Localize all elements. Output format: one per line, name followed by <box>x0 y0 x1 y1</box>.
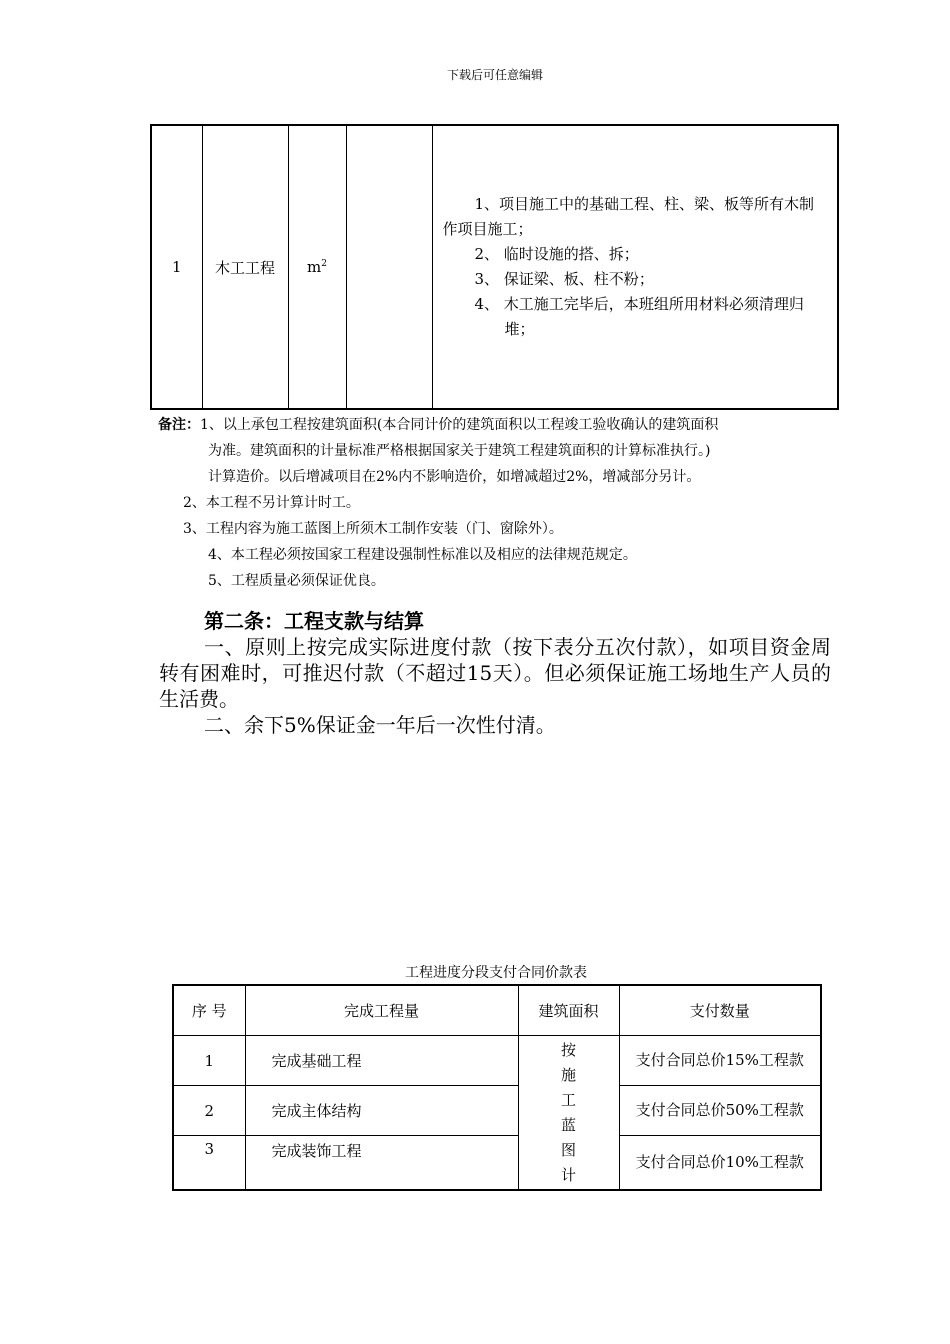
row-seq: 2 <box>173 1086 245 1136</box>
area-char: 施 <box>560 1066 576 1084</box>
row-amount: 支付合同总价50%工程款 <box>619 1086 821 1136</box>
table-row <box>151 125 838 409</box>
area-char: 按 <box>560 1041 576 1059</box>
article-para-2: 二、余下5%保证金一年后一次性付清。 <box>204 713 556 737</box>
header-seq: 序 号 <box>173 985 245 1036</box>
remark-1-text: 1、以上承包工程按建筑面积(本合同计价的建筑面积以工程竣工验收确认的建筑面积 <box>200 417 719 433</box>
header-note: 下载后可任意编辑 <box>446 68 543 82</box>
row-work: 完成装饰工程 <box>245 1136 518 1191</box>
table-header-row <box>173 985 821 1036</box>
row-amount: 支付合同总价10%工程款 <box>619 1136 821 1191</box>
header-area: 建筑面积 <box>518 985 619 1036</box>
remark-5: 5、工程质量必须保证优良。 <box>208 573 385 589</box>
article-2 <box>159 608 831 738</box>
table-row <box>173 1086 821 1136</box>
unit-base: m <box>307 258 322 276</box>
article-para-1: 一、原则上按完成实际进度付款（按下表分五次付款），如项目资金周转有困难时，可推迟付款（不超过15天）。但必须保证施工场地生产人员的生活费。 <box>159 635 831 711</box>
row-seq: 3 <box>173 1136 245 1191</box>
row-seq: 1 <box>173 1036 245 1086</box>
scope-item-1: 1、项目施工中的基础工程、柱、梁、板等所有木制作项目施工； <box>442 195 815 238</box>
area-note <box>518 1036 619 1191</box>
scope-item-3: 3、 保证梁、板、柱不粉； <box>474 270 654 288</box>
row-work: 完成主体结构 <box>245 1086 518 1136</box>
row-index: 1 <box>151 125 202 409</box>
remarks <box>158 412 838 594</box>
header-work: 完成工程量 <box>245 985 518 1036</box>
row-work: 完成基础工程 <box>245 1036 518 1086</box>
remark-3: 3、工程内容为施工蓝图上所须木工制作安装（门、窗除外）。 <box>183 521 563 537</box>
work-scope <box>432 125 838 409</box>
remark-2: 2、本工程不另计算计时工。 <box>183 495 360 511</box>
remark-1b: 为准。建筑面积的计量标准严格根据国家关于建筑工程建筑面积的计算标准执行。) <box>208 443 711 459</box>
table-row <box>173 1036 821 1086</box>
row-amount: 支付合同总价15%工程款 <box>619 1036 821 1086</box>
area-char: 蓝 <box>560 1116 576 1134</box>
remark-1c: 计算造价。以后增减项目在2%内不影响造价，如增减超过2%，增减部分另计。 <box>208 469 701 485</box>
table-row <box>173 1136 821 1191</box>
work-name: 木工工程 <box>202 125 288 409</box>
payment-table-caption: 工程进度分段支付合同价款表 <box>405 965 587 981</box>
unit-sup: 2 <box>321 259 327 269</box>
header-amount: 支付数量 <box>619 985 821 1036</box>
payment-table <box>172 984 822 1191</box>
area-char: 计 <box>560 1166 576 1184</box>
area-char: 工 <box>560 1091 576 1109</box>
work-qty <box>346 125 432 409</box>
article-title: 第二条：工程支款与结算 <box>204 609 424 633</box>
scope-item-4: 4、 木工施工完毕后，本班组所用材料必须清理归堆； <box>474 295 804 338</box>
scope-item-2: 2、 临时设施的搭、拆； <box>474 245 639 263</box>
remarks-label: 备注： <box>158 417 200 433</box>
work-scope-table <box>150 124 839 410</box>
area-char: 图 <box>560 1141 576 1159</box>
remark-1 <box>158 412 838 438</box>
work-unit <box>288 125 346 409</box>
remark-4: 4、本工程必须按国家工程建设强制性标准以及相应的法律规范规定。 <box>208 547 637 563</box>
